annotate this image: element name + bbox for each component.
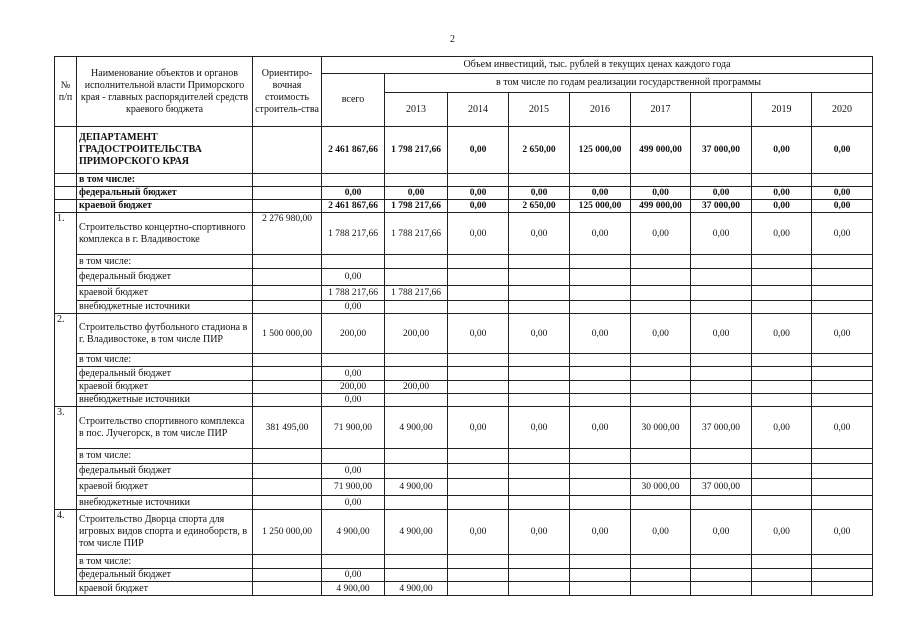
- table-cell: 0,00: [448, 213, 509, 255]
- table-cell: 71 900,00: [322, 407, 385, 449]
- table-cell: 37 000,00: [691, 407, 752, 449]
- table-cell: 0,00: [448, 510, 509, 555]
- row-label: федеральный бюджет: [77, 367, 253, 381]
- table-cell: 200,00: [322, 381, 385, 394]
- year-col: 2017: [631, 93, 691, 127]
- table-cell: 0,00: [812, 510, 873, 555]
- table-cell: 0,00: [752, 200, 812, 213]
- row-label: краевой бюджет: [77, 479, 253, 496]
- object-name: Строительство концертно-спортивного комплекса в г. Владивостоке: [77, 213, 253, 255]
- table-cell: 0,00: [322, 496, 385, 510]
- year-col: 2016: [570, 93, 631, 127]
- table-cell: 0,00: [448, 314, 509, 354]
- table-cell: 0,00: [752, 127, 812, 174]
- table-cell: 200,00: [322, 314, 385, 354]
- table-cell: 0,00: [570, 213, 631, 255]
- row-label: краевой бюджет: [77, 200, 253, 213]
- row-number: 1.: [55, 213, 77, 314]
- table-cell: 4 900,00: [385, 510, 448, 555]
- table-cell: 499 000,00: [631, 200, 691, 213]
- year-col: 2015: [509, 93, 570, 127]
- row-label: в том числе:: [77, 449, 253, 464]
- table-cell: 0,00: [448, 187, 509, 200]
- table-cell: 0,00: [570, 187, 631, 200]
- table-cell: 0,00: [631, 213, 691, 255]
- row-label: краевой бюджет: [77, 381, 253, 394]
- header-name: Наименование объектов и органов исполнительной власти Приморского края - главных распорядителей средств краевого бюджета: [77, 57, 253, 127]
- table-cell: 0,00: [509, 510, 570, 555]
- table-cell: 4 900,00: [322, 510, 385, 555]
- table-cell: 200,00: [385, 314, 448, 354]
- table-cell: 30 000,00: [631, 479, 691, 496]
- row-label: внебюджетные источники: [77, 394, 253, 407]
- table-cell: 4 900,00: [385, 407, 448, 449]
- header-total: всего: [322, 74, 385, 127]
- table-cell: 2 461 867,66: [322, 127, 385, 174]
- table-cell: 0,00: [509, 314, 570, 354]
- row-label: федеральный бюджет: [77, 187, 253, 200]
- header-num: № п/п: [55, 57, 77, 127]
- year-col: [691, 93, 752, 127]
- table-cell: 381 495,00: [253, 407, 322, 449]
- table-cell: 0,00: [812, 200, 873, 213]
- year-col: 2014: [448, 93, 509, 127]
- row-number: 3.: [55, 407, 77, 510]
- table-cell: 0,00: [322, 464, 385, 479]
- table-cell: 0,00: [691, 187, 752, 200]
- table-cell: 71 900,00: [322, 479, 385, 496]
- row-label: внебюджетные источники: [77, 496, 253, 510]
- department-name: ДЕПАРТАМЕНТ ГРАДОСТРОИТЕЛЬСТВА ПРИМОРСКОГО КРАЯ: [77, 127, 253, 174]
- table-cell: 0,00: [752, 407, 812, 449]
- table-cell: 0,00: [448, 127, 509, 174]
- row-label: федеральный бюджет: [77, 269, 253, 286]
- row-label: в том числе:: [77, 555, 253, 569]
- table-cell: 200,00: [385, 381, 448, 394]
- table-cell: 0,00: [631, 187, 691, 200]
- row-label: федеральный бюджет: [77, 569, 253, 582]
- table-cell: 499 000,00: [631, 127, 691, 174]
- table-cell: 1 250 000,00: [253, 510, 322, 555]
- year-col: 2013: [385, 93, 448, 127]
- row-number: 4.: [55, 510, 77, 596]
- table-cell: 1 500 000,00: [253, 314, 322, 354]
- object-name: Строительство футбольного стадиона в г. Владивостоке, в том числе ПИР: [77, 314, 253, 354]
- object-name: Строительство спортивного комплекса в пос. Лучегорск, в том числе ПИР: [77, 407, 253, 449]
- table-cell: 0,00: [322, 367, 385, 381]
- table-cell: 0,00: [322, 269, 385, 286]
- row-label: краевой бюджет: [77, 582, 253, 596]
- table-cell: 125 000,00: [570, 200, 631, 213]
- table-cell: 37 000,00: [691, 200, 752, 213]
- header-cost: Ориентиро-вочная стоимость строитель-ства: [253, 57, 322, 127]
- table-cell: 0,00: [691, 213, 752, 255]
- table-cell: 0,00: [752, 314, 812, 354]
- table-cell: 125 000,00: [570, 127, 631, 174]
- table-cell: 0,00: [812, 314, 873, 354]
- table-cell: 0,00: [631, 314, 691, 354]
- table-cell: 0,00: [752, 187, 812, 200]
- row-label: внебюджетные источники: [77, 301, 253, 314]
- table-cell: 0,00: [322, 187, 385, 200]
- table-cell: 0,00: [448, 200, 509, 213]
- table-cell: 1 788 217,66: [385, 213, 448, 255]
- table-cell: 0,00: [812, 187, 873, 200]
- row-label: в том числе:: [77, 255, 253, 269]
- investment-table: [54, 56, 873, 596]
- table-cell: 1 788 217,66: [322, 213, 385, 255]
- table-cell: 1 798 217,66: [385, 200, 448, 213]
- table-cell: 37 000,00: [691, 127, 752, 174]
- header-by-years: в том числе по годам реализации государственной программы: [385, 74, 873, 93]
- table-cell: 30 000,00: [631, 407, 691, 449]
- table-cell: 0,00: [448, 407, 509, 449]
- table-cell: 0,00: [812, 213, 873, 255]
- table-cell: 0,00: [570, 510, 631, 555]
- table-cell: 0,00: [752, 213, 812, 255]
- table-cell: 2 650,00: [509, 200, 570, 213]
- table-cell: 37 000,00: [691, 479, 752, 496]
- table-cell: 1 788 217,66: [385, 286, 448, 301]
- table-cell: 2 276 980,00: [253, 213, 322, 255]
- table-cell: 4 900,00: [322, 582, 385, 596]
- table-cell: 0,00: [631, 510, 691, 555]
- table-cell: 0,00: [691, 314, 752, 354]
- object-name: Строительство Дворца спорта для игровых видов спорта и единоборств, в том числе ПИР: [77, 510, 253, 555]
- row-label: в том числе:: [77, 354, 253, 367]
- table-cell: 0,00: [812, 127, 873, 174]
- table-cell: 4 900,00: [385, 582, 448, 596]
- table-cell: 0,00: [385, 187, 448, 200]
- table-cell: 2 650,00: [509, 127, 570, 174]
- table-cell: 0,00: [322, 301, 385, 314]
- table-cell: 0,00: [509, 213, 570, 255]
- table-cell: 1 788 217,66: [322, 286, 385, 301]
- year-col: 2020: [812, 93, 873, 127]
- table-cell: 2 461 867,66: [322, 200, 385, 213]
- year-col: 2019: [752, 93, 812, 127]
- header-volume: Объем инвестиций, тыс. рублей в текущих ценах каждого года: [322, 57, 873, 74]
- table-cell: 4 900,00: [385, 479, 448, 496]
- table-cell: 0,00: [812, 407, 873, 449]
- table-cell: 0,00: [509, 407, 570, 449]
- table-cell: 0,00: [322, 394, 385, 407]
- table-cell: 0,00: [570, 314, 631, 354]
- table-cell: 1 798 217,66: [385, 127, 448, 174]
- table-cell: 0,00: [570, 407, 631, 449]
- row-label: федеральный бюджет: [77, 464, 253, 479]
- table-cell: 0,00: [752, 510, 812, 555]
- row-label: краевой бюджет: [77, 286, 253, 301]
- table-cell: 0,00: [322, 569, 385, 582]
- row-number: 2.: [55, 314, 77, 407]
- page-number: 2: [450, 34, 455, 45]
- table-cell: 0,00: [691, 510, 752, 555]
- row-label: в том числе:: [77, 174, 253, 187]
- table-cell: 0,00: [509, 187, 570, 200]
